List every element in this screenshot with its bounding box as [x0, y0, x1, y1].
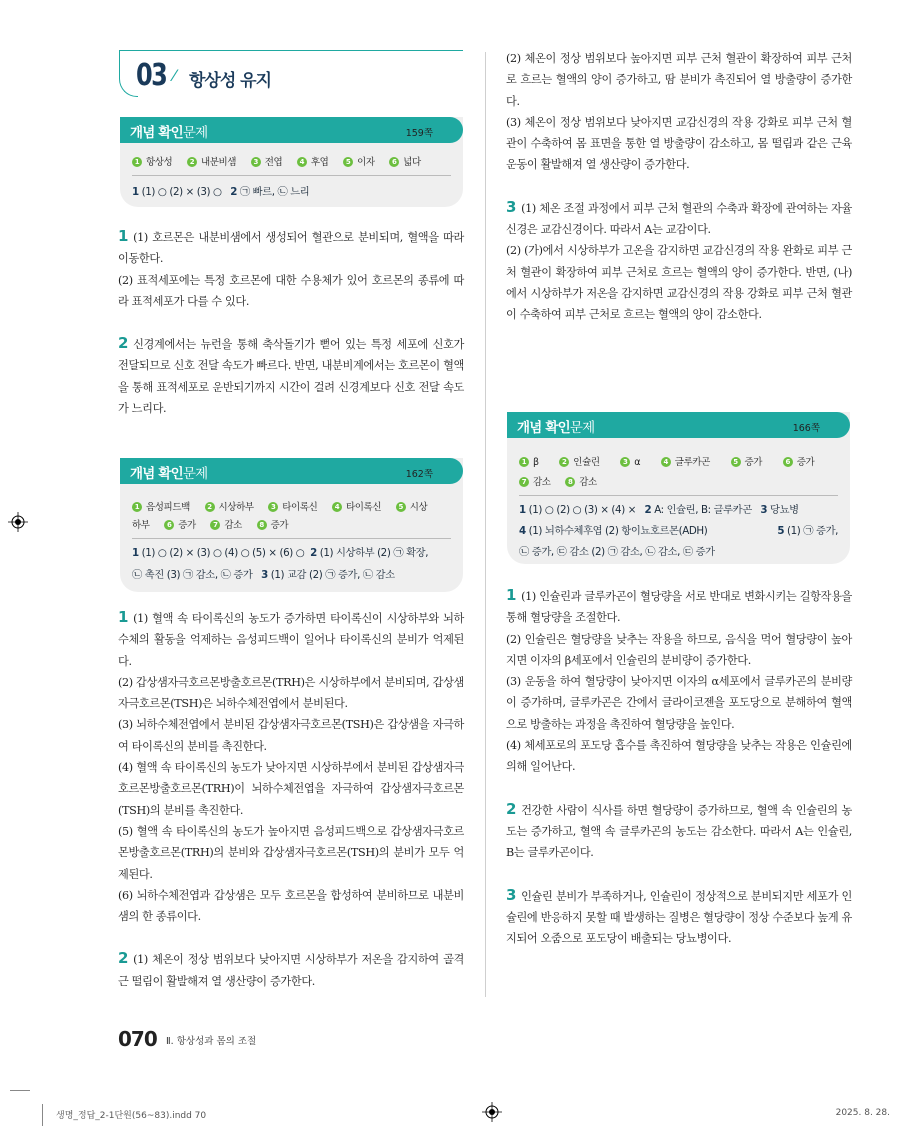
box-page-ref: 159쪽 — [405, 128, 433, 139]
answer-row: 1 (1) ○ (2) × (3) ○ (4) ○ (5) × (6) ○ 2 (1) 시상하부 (2) ㉠ 확장, — [132, 547, 429, 559]
answer-row: 1 (1) ○ (2) ○ (3) × (4) × 2 A: 인슐린, B: 글루카곤 3 당뇨병 — [519, 504, 799, 516]
right-column-bottom: 1 (1) 인슐린과 글루카곤이 혈당량을 서로 반대로 변화시키는 길항작용을 통해 혈당량을 조절한다. (2) 인슐린은 혈당량을 낮추는 작용을 하므로, 음식을 먹어 혈당량이 높아지면 이자의 β세포에서 인슐린의 분비량이 증가한다. (3) 운동을 하여 혈당량이 낮아지면 이자의 α세포에서 글루카곤의 분비량이 증가하며, 글루카곤은 간에서 글라이코젠을 포도당으로 분해하여 혈액으로 방출하는 과정을 촉진하여 혈당량을 높인다. (4) 체세포로의 포도당 흡수를 촉진하여 혈당량을 낮추는 작용은 인슐린에 의해 일어난다. 2 건강한 사람이 식사를 하면 혈당량이 증가하므로, 혈액 속 인슐린의 농도는 증가하고, 혈액 속 글루카곤의 농도는 감소한다. 따라서 A는 인슐린, B는 글루카곤이다. 3 인슐린 분비가 부족하거나, 인슐린이 정상적으로 분비되지만 세포가 인슐린에 반응하지 못할 때 발생하는 질병은 혈당량이 정상 수준보다 높게 유지되어 오줌으로 포도당이 배출되는 당뇨병이다. — [506, 585, 852, 949]
crop-mark — [10, 1090, 30, 1091]
answer-3: 3 인슐린 분비가 부족하거나, 인슐린이 정상적으로 분비되지만 세포가 인슐린에 반응하지 못할 때 발생하는 질병은 혈당량이 정상 수준보다 높게 유지되어 오줌으로 포도당이 배출되는 당뇨병이다. — [506, 885, 852, 946]
keyword-row: 1 음성피드백 2 시상하부 3 타이록신 4 타이록신 5 시상 — [132, 499, 451, 513]
registration-mark-icon — [482, 1102, 502, 1122]
box-header: 개념 확인문제 — [120, 117, 463, 143]
page-footer — [118, 1027, 418, 1051]
keyword-row-2: 7 감소 8 감소 — [519, 474, 838, 488]
crop-mark — [42, 1104, 43, 1126]
chapter-number: 03 — [136, 58, 167, 93]
slug-date: 2025. 8. 28. — [835, 1108, 890, 1118]
right-column-top: (2) 체온이 정상 범위보다 높아지면 피부 근처 혈관이 확장하여 피부 근처로 흐르는 혈액의 양이 증가하고, 땀 분비가 촉진되어 열 방출량이 증가한다. (3) 체온이 정상 범위보다 낮아지면 교감신경의 작용 강화로 피부 근처 혈관이 수축하여 몸 표면을 통한 열 방출량이 감소하고, 몸 떨림과 같은 근육 운동이 활발해져 열 생산량이 증가한다. 3 (1) 체온 조절 과정에서 피부 근처 혈관의 수축과 확장에 관여하는 자율신경은 교감신경이다. 따라서 A는 교감이다. (2) (가)에서 시상하부가 고온을 감지하면 교감신경의 작용 완화로 피부 근처 혈관이 확장하여 피부 근처로 흐르는 혈액의 양이 증가한다. 반면, (나)에서 시상하부가 저온을 감지하면 교감신경의 작용 강화로 피부 근처 혈관이 수축하여 피부 근처로 흐르는 혈액의 양이 감소한다. — [506, 52, 852, 322]
answer-box-159 — [120, 117, 463, 207]
slug-file: 생명_정답_2-1단원(56~83).indd 70 — [56, 1111, 207, 1121]
chapter-header — [119, 50, 463, 100]
answer-row-2: ㉡ 촉진 (3) ㉠ 감소, ㉡ 증가 3 (1) 교감 (2) ㉠ 증가, ㉡ 감소 — [132, 569, 395, 581]
page-number: 070 — [118, 1027, 157, 1051]
answer-1: 1 (1) 호르몬은 내분비샘에서 생성되어 혈관으로 분비되며, 혈액을 따라 이동한다. — [118, 227, 464, 266]
box-header: 개념 확인문제 — [507, 412, 850, 438]
section-label: Ⅱ. 항상성과 몸의 조절 — [166, 1036, 257, 1047]
answer-1: 1 (1) 인슐린과 글루카곤이 혈당량을 서로 반대로 변화시키는 길항작용을 통해 혈당량을 조절한다. — [506, 586, 852, 625]
answer-row-2b: 5 (1) ㉠ 증가, — [777, 525, 838, 537]
registration-mark-icon — [8, 512, 28, 532]
answer-2: 2 신경계에서는 뉴런을 통해 축삭돌기가 뻗어 있는 특정 세포에 신호가 전달되므로 신호 전달 속도가 빠르다. 반면, 내분비계에서는 호르몬이 혈액을 통해 표적세포로 운반되기까지 시간이 걸려 신경계보다 신호 전달 속도가 느리다. — [118, 334, 464, 416]
keyword-row-2: 하부 6 증가 7 감소 8 증가 — [132, 520, 289, 531]
left-column-top: 1 (1) 호르몬은 내분비샘에서 생성되어 혈관으로 분비되며, 혈액을 따라 이동한다. (2) 표적세포에는 특정 호르몬에 대한 수용체가 있어 호르몬의 종류에 따라 표적세포가 다를 수 있다. 2 신경계에서는 뉴런을 통해 축삭돌기가 뻗어 있는 특정 세포에 신호가 전달되므로 신호 전달 속도가 빠르다. 반면, 내분비계에서는 호르몬이 혈액을 통해 표적세포로 운반되기까지 시간이 걸려 신경계보다 신호 전달 속도가 느리다. — [118, 226, 464, 419]
answer-2: 2 (1) 체온이 정상 범위보다 낮아지면 시상하부가 저온을 감지하여 골격근 떨림이 활발해져 열 생산량이 증가한다. — [118, 949, 464, 988]
box-title: 개념 확인 — [130, 125, 183, 141]
column-divider — [485, 52, 486, 997]
answer-1: 1 (1) 혈액 속 타이록신의 농도가 증가하면 타이록신이 시상하부와 뇌하수체의 활동을 억제하는 음성피드백이 일어나 타이록신의 분비가 억제된다. — [118, 608, 464, 668]
answer-box-162 — [120, 458, 463, 592]
keyword-row: 1 항상성 2 내분비샘 3 전엽 4 후엽 5 이자 6 넓다 — [132, 154, 451, 168]
answer-box-166 — [507, 412, 850, 564]
chapter-title: 항상성 유지 — [189, 71, 272, 91]
answer-2: 2 건강한 사람이 식사를 하면 혈당량이 증가하므로, 혈액 속 인슐린의 농도는 증가하고, 혈액 속 글루카곤의 농도는 감소한다. 따라서 A는 인슐린, B는 글루카곤이다. — [506, 799, 852, 860]
box-page-ref: 166쪽 — [792, 423, 820, 434]
answer-row-3: ㉡ 증가, ㉢ 감소 (2) ㉠ 감소, ㉡ 감소, ㉢ 증가 — [519, 546, 715, 558]
answer-row-2: 4 (1) 뇌하수체후엽 (2) 항이뇨호르몬(ADH) — [519, 525, 708, 537]
answer-row: 1 (1) ○ (2) × (3) ○ 2 ㉠ 빠르, ㉡ 느리 — [132, 186, 310, 198]
answer-3: 3 (1) 체온 조절 과정에서 피부 근처 혈관의 수축과 확장에 관여하는 자율신경은 교감신경이다. 따라서 A는 교감이다. — [506, 197, 852, 237]
box-header: 개념 확인문제 — [120, 458, 463, 484]
keyword-row: 1 β 2 인슐린 3 α 4 글루카곤 5 증가 6 증가 — [519, 454, 838, 468]
left-column-bottom: 1 (1) 혈액 속 타이록신의 농도가 증가하면 타이록신이 시상하부와 뇌하수체의 활동을 억제하는 음성피드백이 일어나 타이록신의 분비가 억제된다. (2) 갑상샘자극호르몬방출호르몬(TRH)은 시상하부에서 분비되며, 갑상샘자극호르몬(TSH)은 뇌하수체전엽에서 분비된다. (3) 뇌하수체전엽에서 분비된 갑상샘자극호르몬(TSH)은 갑상샘을 자극하여 타이록신의 분비를 촉진한다. (4) 혈액 속 타이록신의 농도가 낮아지면 시상하부에서 분비된 갑상샘자극호르몬방출호르몬(TRH)이 뇌하수체전엽을 자극하여 갑상샘자극호르몬(TSH)의 분비를 촉진한다. (5) 혈액 속 타이록신의 농도가 높아지면 음성피드백으로 갑상샘자극호르몬방출호르몬(TRH)의 분비와 갑상샘자극호르몬(TSH)의 분비가 모두 억제된다. (6) 뇌하수체전엽과 갑상샘은 모두 호르몬을 합성하여 분비하므로 내분비샘의 한 종류이다. 2 (1) 체온이 정상 범위보다 낮아지면 시상하부가 저온을 감지하여 골격근 떨림이 활발해져 열 생산량이 증가한다. — [118, 607, 464, 992]
chapter-slash: ⁄ — [173, 66, 176, 85]
box-page-ref: 162쪽 — [405, 469, 433, 480]
